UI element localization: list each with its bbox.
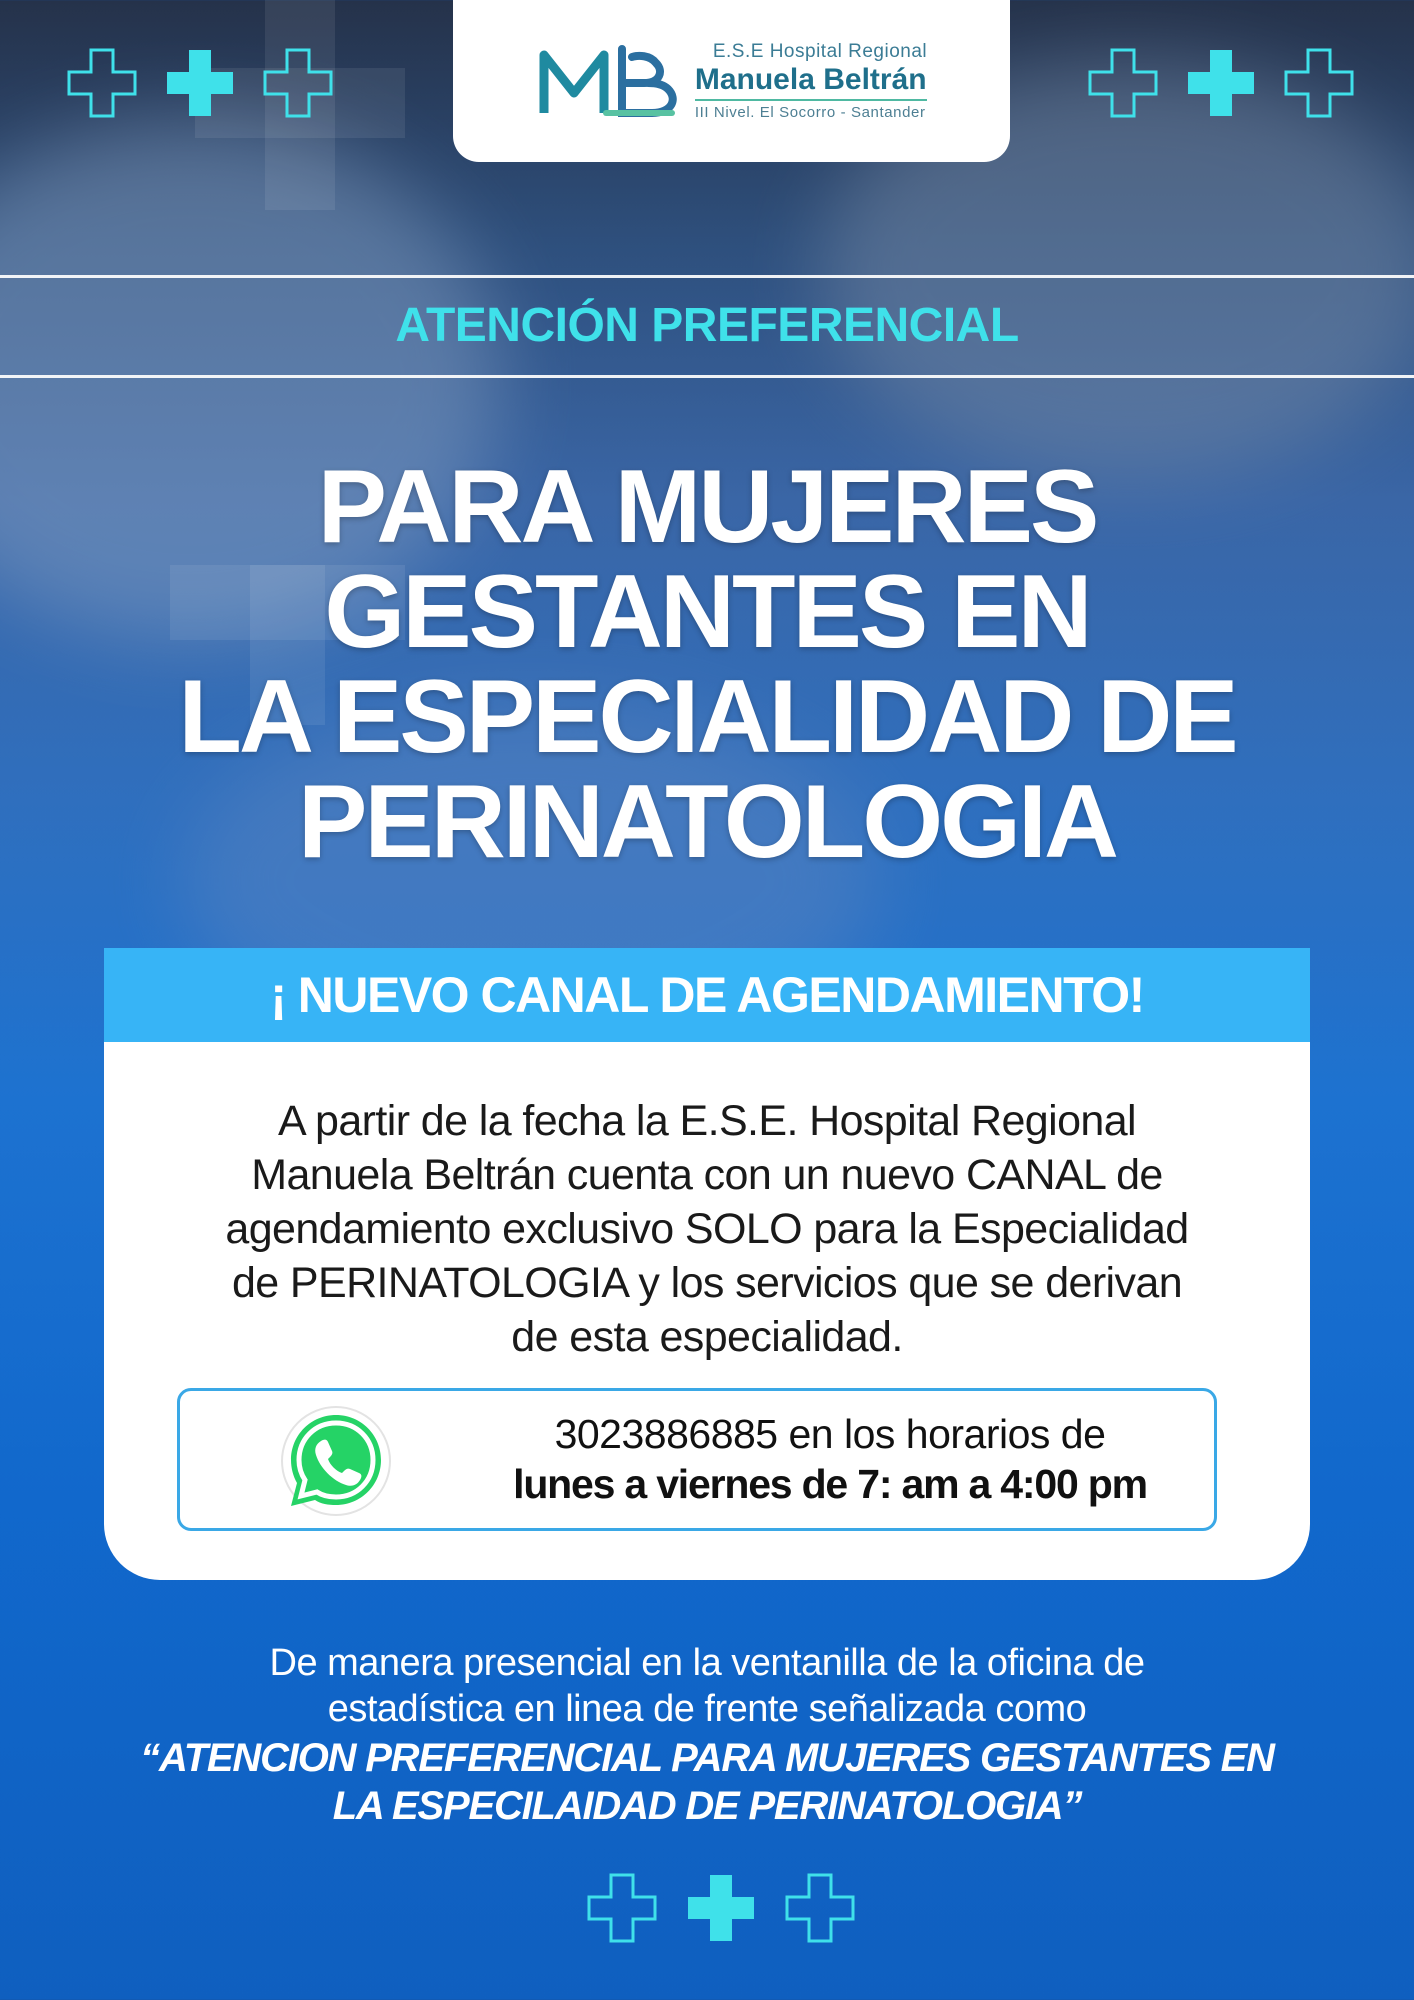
footer-line: estadística en linea de frente señalizada como <box>327 1688 1087 1730</box>
card-heading: ¡ NUEVO CANAL DE AGENDAMIENTO! <box>104 948 1310 1042</box>
decorative-crosses-bottom <box>587 1873 855 1943</box>
card-description-line: agendamiento exclusivo SOLO para la Especialidad <box>225 1205 1189 1253</box>
main-title-line: LA ESPECIALIDAD DE <box>178 659 1236 775</box>
footer-quote-line: “ATENCION PREFERENCIAL PARA MUJERES GESTANTES EN <box>140 1736 1274 1780</box>
main-title-line: PERINATOLOGIA <box>297 764 1117 880</box>
main-title-line: PARA MUJERES GESTANTES EN <box>317 449 1097 670</box>
schedule-hours-line: lunes a viernes de 7: am a 4:00 pm <box>513 1461 1147 1507</box>
new-scheduling-channel-card <box>104 948 1310 1580</box>
outline-cross-icon <box>1284 48 1354 118</box>
divider-line <box>0 375 1414 378</box>
outline-cross-icon <box>1088 48 1158 118</box>
logo-location: III Nivel. El Socorro - Santander <box>694 104 926 121</box>
solid-cross-icon <box>165 48 235 118</box>
contact-details <box>470 1409 1190 1509</box>
main-title <box>20 449 1394 880</box>
whatsapp-icon <box>280 1405 392 1517</box>
in-person-instructions <box>107 1640 1307 1732</box>
logo-line-1: E.S.E Hospital Regional <box>712 41 928 62</box>
outline-cross-icon <box>67 48 137 118</box>
decorative-crosses-top-left <box>67 48 333 118</box>
logo-hospital-name: Manuela Beltrán <box>695 63 927 101</box>
window-signage-quote <box>107 1734 1307 1830</box>
footer-quote-line: LA ESPECILAIDAD DE PERINATOLOGIA” <box>332 1784 1082 1828</box>
hospital-logo-icon <box>536 41 681 121</box>
outline-cross-icon <box>587 1873 657 1943</box>
solid-cross-icon <box>1186 48 1256 118</box>
divider-line <box>0 275 1414 278</box>
decorative-crosses-top-right <box>1088 48 1354 118</box>
footer-line: De manera presencial en la ventanilla de la oficina de <box>269 1642 1145 1684</box>
solid-cross-icon <box>686 1873 756 1943</box>
outline-cross-icon <box>785 1873 855 1943</box>
hospital-logo-card <box>453 0 1010 162</box>
card-description-line: Manuela Beltrán cuenta con un nuevo CANAL de <box>251 1151 1163 1199</box>
card-description <box>207 1094 1207 1364</box>
whatsapp-phone-line: 3023886885 en los horarios de <box>554 1411 1106 1457</box>
card-description-line: de esta especialidad. <box>511 1313 903 1361</box>
outline-cross-icon <box>263 48 333 118</box>
preferential-attention-label: ATENCIÓN PREFERENCIAL <box>395 299 1019 352</box>
whatsapp-contact-box <box>177 1388 1217 1531</box>
card-description-line: A partir de la fecha la E.S.E. Hospital Regional <box>278 1097 1136 1145</box>
card-description-line: de PERINATOLOGIA y los servicios que se derivan <box>231 1259 1183 1307</box>
